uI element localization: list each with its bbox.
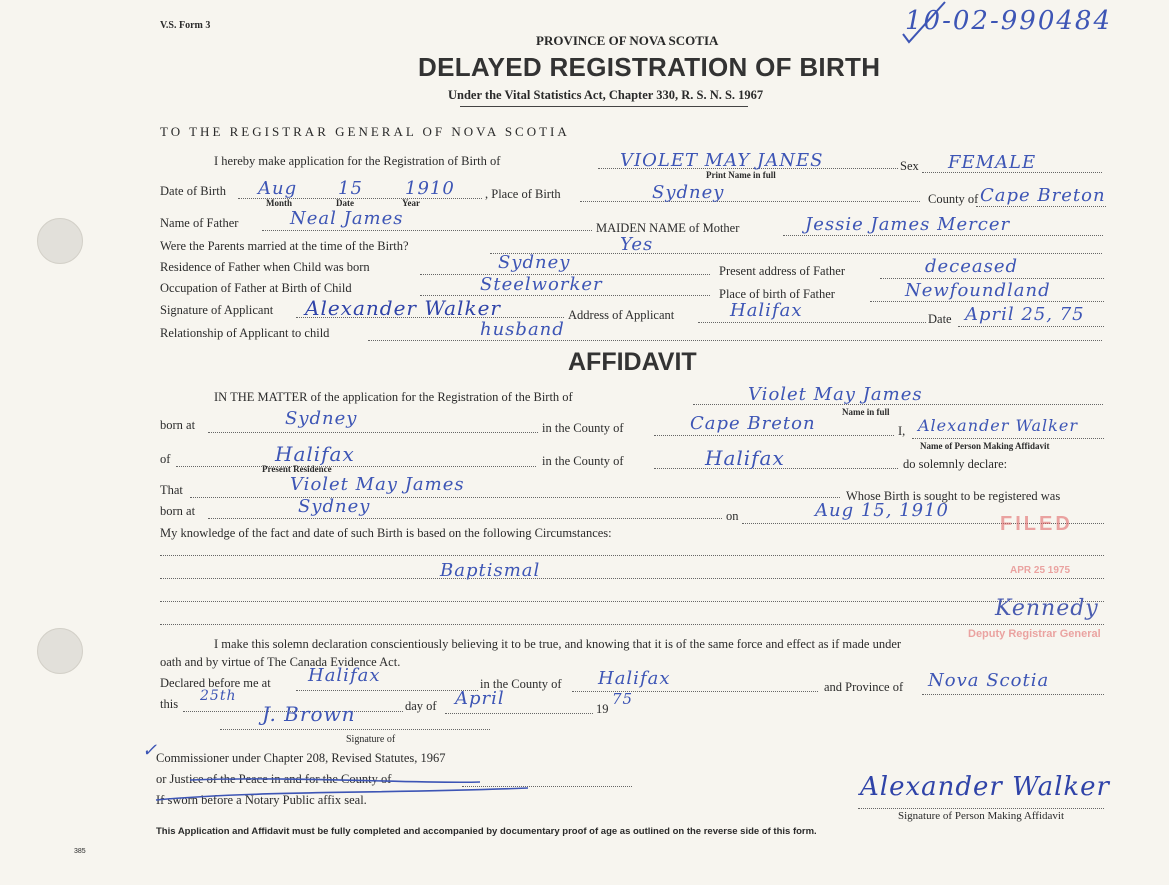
married-value: Yes (620, 234, 654, 255)
year-value: 75 (612, 690, 634, 708)
county-value: Cape Breton (980, 185, 1106, 206)
year-prefix-label: 19 (596, 702, 609, 716)
father-label: Name of Father (160, 216, 239, 230)
affiant-signature: Alexander Walker (860, 772, 1110, 802)
i-label: I, (898, 424, 906, 438)
of-value: Halifax (275, 442, 355, 466)
day-value: 25th (200, 688, 237, 704)
caption-print-name: Print Name in full (706, 170, 776, 180)
affiant-name-value: Alexander Walker (918, 416, 1078, 435)
check-mark-icon (895, 0, 955, 50)
child-name-value: VIOLET MAY JANES (620, 150, 824, 171)
caption-year: Year (402, 198, 420, 208)
county-label: County of (928, 192, 979, 206)
declared-before-label: Declared before me at (160, 676, 271, 690)
whose-birth-label: Whose Birth is sought to be registered was (846, 489, 1061, 503)
dob-label: Date of Birth (160, 184, 226, 198)
born-at-value-2: Sydney (298, 496, 371, 517)
apply-label: I hereby make application for the Registration of Birth of (214, 154, 501, 168)
father-birthplace-label: Place of birth of Father (719, 287, 835, 301)
knowledge-label: My knowledge of the fact and date of such Birth is based on the following Circumstances: (160, 526, 612, 540)
caption-date: Date (336, 198, 354, 208)
mother-value: Jessie James Mercer (805, 214, 1011, 235)
month-value: April (455, 688, 505, 709)
addressee-line: TO THE REGISTRAR GENERAL OF NOVA SCOTIA (160, 124, 570, 139)
that-value: Violet May James (290, 474, 465, 495)
applicant-address-value: Halifax (730, 300, 803, 321)
province-value: Nova Scotia (928, 670, 1050, 691)
occupation-value: Steelworker (480, 274, 603, 295)
date-label: Date (928, 312, 952, 326)
born-at-value: Sydney (285, 408, 358, 429)
file-number: 10-02-990484 (905, 6, 1112, 36)
form-number: V.S. Form 3 (160, 20, 211, 31)
born-at-label: born at (160, 418, 196, 432)
on-value: Aug 15, 1910 (815, 500, 949, 521)
strike-through-mark (150, 770, 540, 810)
mother-label: MAIDEN NAME of Mother (596, 221, 740, 235)
province-label: and Province of (824, 680, 904, 694)
occupation-label: Occupation of Father at Birth of Child (160, 281, 352, 295)
declaration-line-1: I make this solemn declaration conscientiously believing it to be true, and knowing that it is of the same force and effect as if made under (214, 637, 902, 651)
footer-note: This Application and Affidavit must be fully completed and accompanied by documentary proof of age as outlined on the reverse side of this form. (156, 826, 817, 837)
relationship-label: Relationship of Applicant to child (160, 326, 330, 340)
date-value: April 25, 75 (965, 304, 1085, 325)
father-residence-label: Residence of Father when Child was born (160, 260, 370, 274)
on-label: on (726, 509, 739, 523)
in-county-label: in the County of (542, 421, 624, 435)
declare-label: do solemnly declare: (903, 457, 1008, 471)
married-label: Were the Parents married at the time of the Birth? (160, 239, 409, 253)
father-present-address-label: Present address of Father (719, 264, 846, 278)
act-subtitle: Under the Vital Statistics Act, Chapter 330, R. S. N. S. 1967 (448, 88, 764, 102)
affidavit-county2-value: Halifax (705, 446, 785, 470)
in-county-label-3: in the County of (480, 677, 562, 691)
affidavit-name-value: Violet May James (748, 384, 923, 405)
dob-date-value: 15 (338, 178, 363, 199)
father-value: Neal James (290, 208, 404, 229)
applicant-signature-value: Alexander Walker (305, 296, 501, 320)
registrar-signature: Kennedy (995, 596, 1099, 621)
dob-year-value: 1910 (405, 178, 455, 199)
province-heading: PROVINCE OF NOVA SCOTIA (536, 33, 719, 48)
footer-code: 385 (74, 848, 86, 855)
filed-date-stamp: APR 25 1975 (1010, 565, 1071, 576)
justice-label: or Justice of the Peace in and for the County of (156, 772, 392, 786)
caption-signature-of: Signature of (346, 734, 396, 745)
sex-value: FEMALE (948, 152, 1037, 173)
born-at-label-2: born at (160, 504, 196, 518)
caption-name-in-full: Name in full (842, 407, 890, 417)
caption-person-affidavit: Name of Person Making Affidavit (920, 441, 1050, 451)
caption-affiant-signature: Signature of Person Making Affidavit (898, 810, 1064, 822)
affidavit-heading: AFFIDAVIT (568, 348, 697, 376)
caption-month: Month (266, 198, 293, 208)
notary-label: If sworn before a Notary Public affix seal. (156, 793, 367, 807)
applicant-address-label: Address of Applicant (568, 308, 675, 322)
father-birthplace-value: Newfoundland (905, 280, 1051, 301)
dob-month-value: Aug (258, 178, 298, 199)
punch-hole (37, 628, 83, 674)
caption-present-residence: Present Residence (262, 464, 332, 474)
punch-hole (37, 218, 83, 264)
declaration-line-2: oath and by virtue of The Canada Evidence Act. (160, 655, 401, 669)
page-title: DELAYED REGISTRATION OF BIRTH (418, 52, 881, 82)
matter-label: IN THE MATTER of the application for the Registration of the Birth of (214, 390, 573, 404)
title-underline (460, 106, 748, 107)
sex-label: Sex (900, 159, 919, 173)
place-of-birth-value: Sydney (652, 182, 725, 203)
commissioner-signature: J. Brown (262, 702, 356, 726)
of-label: of (160, 452, 171, 466)
father-present-address-value: deceased (925, 256, 1019, 277)
relationship-value: husband (480, 319, 565, 340)
circumstance-value: Baptismal (440, 560, 541, 581)
applicant-signature-label: Signature of Applicant (160, 303, 274, 317)
registrar-stamp: Deputy Registrar General (968, 628, 1101, 640)
this-label: this (160, 697, 179, 711)
affidavit-county-value: Cape Breton (690, 413, 816, 434)
declared-county-value: Halifax (598, 668, 671, 689)
place-of-birth-label: , Place of Birth (485, 187, 561, 201)
father-residence-value: Sydney (498, 252, 571, 273)
commissioner-check-icon: ✓ (142, 740, 159, 761)
declared-at-value: Halifax (308, 665, 381, 686)
day-of-label: day of (405, 699, 437, 713)
filed-stamp: FILED (1000, 513, 1073, 535)
in-county-label-2: in the County of (542, 454, 624, 468)
that-label: That (160, 483, 183, 497)
commissioner-label: Commissioner under Chapter 208, Revised Statutes, 1967 (156, 751, 446, 765)
